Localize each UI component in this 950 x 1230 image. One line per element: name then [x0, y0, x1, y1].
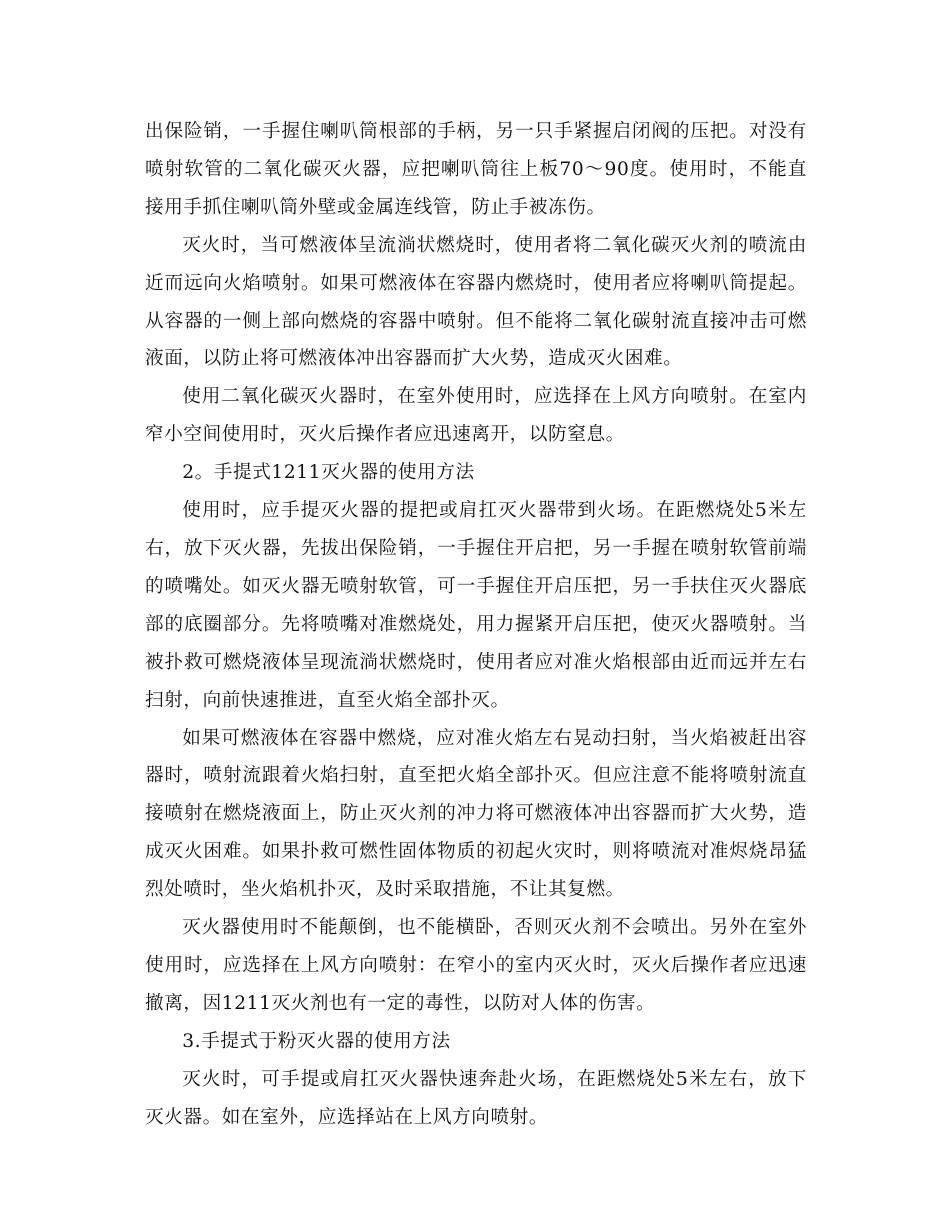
paragraph: 使用时，应手提灭火器的提把或肩扛灭火器带到火场。在距燃烧处5米左右，放下灭火器，先拔出保险销，一手握住开启把，另一手握在喷射软管前端的喷嘴处。如灭火器无喷射软管，可一手握住开启压把，另一手扶住灭火器底部的底圈部分。先将喷嘴对准燃烧处，用力握紧开启压把，使灭火器喷射。当被扑救可燃烧液体呈现流淌状燃烧时，使用者应对准火焰根部由近而远并左右扫射，向前快速推进，直至火焰全部扑灭。 — [145, 500, 807, 711]
paragraph: 出保险销，一手握住喇叭筒根部的手柄，另一只手紧握启闭阀的压把。对没有喷射软管的二氧化碳灭火器，应把喇叭筒往上板70～90度。使用时，不能直接用手抓住喇叭筒外壁或金属连线管，防止手被冻伤。 — [145, 121, 807, 218]
paragraph: 使用二氧化碳灭火器时，在室外使用时，应选择在上风方向喷射。在室内窄小空间使用时，灭火后操作者应迅速离开，以防窒息。 — [145, 386, 807, 446]
paragraph: 灭火时，当可燃液体呈流淌状燃烧时，使用者将二氧化碳灭火剂的喷流由近而远向火焰喷射。如果可燃液体在容器内燃烧时，使用者应将喇叭筒提起。从容器的一侧上部向燃烧的容器中喷射。但不能将二氧化碳射流直接冲击可燃液面，以防止将可燃液体冲出容器而扩大火势，造成灭火困难。 — [145, 234, 807, 370]
document-body — [145, 113, 807, 1136]
section-heading: 3.手提式于粉灭火器的使用方法 — [182, 1030, 451, 1052]
paragraph: 灭火器使用时不能颠倒，也不能横卧，否则灭火剂不会喷出。另外在室外使用时，应选择在上风方向喷射：在窄小的室内灭火时，灭火后操作者应迅速撤离，因1211灭火剂也有一定的毒性，以防对人体的伤害。 — [145, 917, 807, 1014]
paragraph: 灭火时，可手提或肩扛灭火器快速奔赴火场，在距燃烧处5米左右，放下灭火器。如在室外，应选择站在上风方向喷射。 — [145, 1068, 807, 1128]
paragraph: 如果可燃液体在容器中燃烧，应对准火焰左右晃动扫射，当火焰被赶出容器时，喷射流跟着火焰扫射，直至把火焰全部扑灭。但应注意不能将喷射流直接喷射在燃烧液面上，防止灭火剂的冲力将可燃液体冲出容器而扩大火势，造成灭火困难。如果扑救可燃性固体物质的初起火灾时，则将喷流对准烬烧昂猛烈处喷时，坐火焰机扑灭，及时采取措施，不让其复燃。 — [145, 727, 807, 901]
section-heading: 2。手提式1211灭火器的使用方法 — [182, 462, 475, 484]
